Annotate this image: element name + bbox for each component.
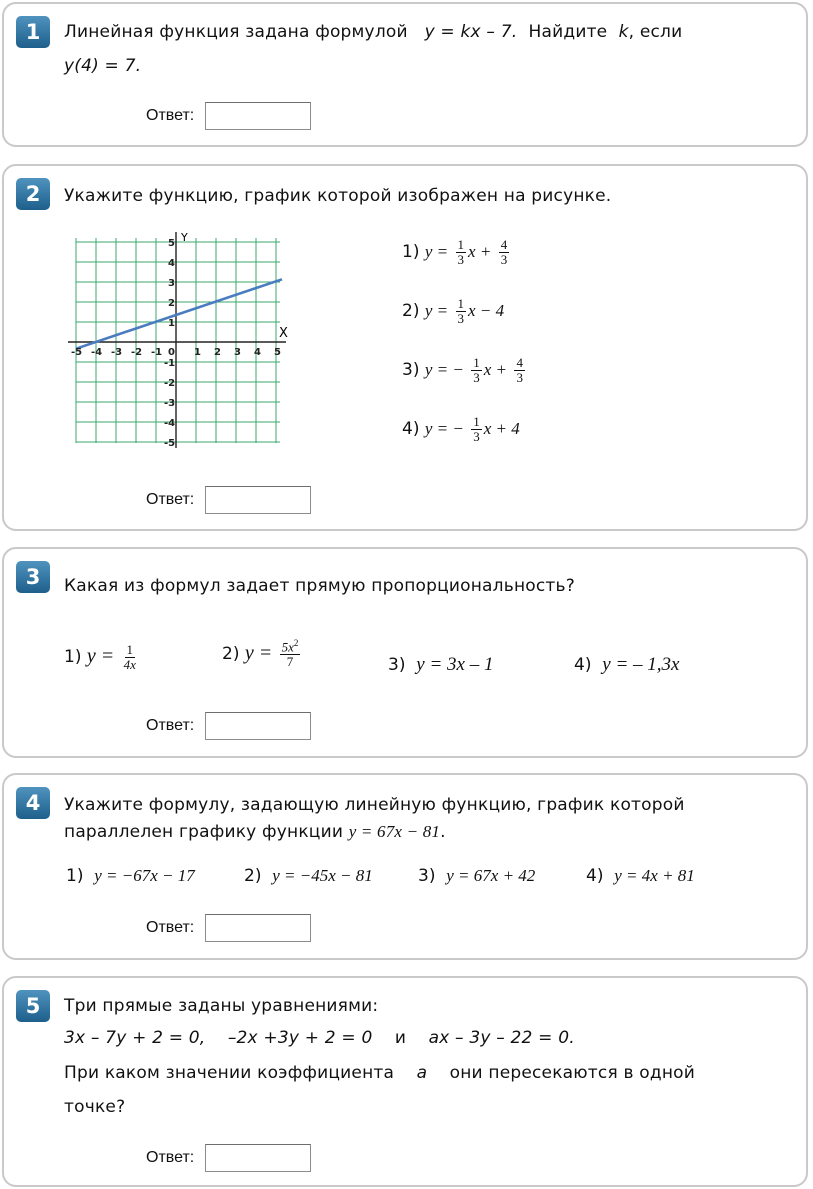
x-tick: 0 [168,347,175,358]
task-3-option-4: 4) y = – 1,3x [574,654,680,675]
task-1-formula: y = kx – 7. [424,22,518,42]
x-tick: 2 [214,347,221,358]
task-4-line-1: Укажите формулу, задающую линейную функцию, график которой [64,795,685,815]
task-card-3 [2,547,808,758]
answer-input-1[interactable] [205,102,311,130]
x-tick: -4 [91,347,103,358]
x-tick: 5 [274,347,281,358]
task-5-line-1: Три прямые заданы уравнениями: [64,996,379,1016]
x-tick: -5 [71,347,83,358]
y-tick: -1 [164,358,176,369]
x-tick: -3 [111,347,123,358]
y-tick: -4 [164,418,176,429]
task-number-badge: 5 [16,990,50,1022]
y-tick: 2 [168,298,175,309]
x-tick: -2 [131,347,143,358]
x-tick: 1 [194,347,201,358]
answer-label: Ответ: [146,919,195,936]
graph-line [76,279,282,348]
task-card-1 [2,2,808,147]
task-4-option-1: 1) y = −67x − 17 [66,866,195,886]
x-tick: 3 [234,347,241,358]
task-number-badge: 1 [16,16,50,48]
task-5-line-4: точке? [64,1097,126,1117]
x-axis-label: X [279,326,288,341]
task-1-line-2: y(4) = 7. [64,56,142,76]
task-4-option-4: 4) y = 4x + 81 [586,866,695,886]
y-axis-label: Y [181,231,188,244]
task-3-option-1: 1) y = $\frac{1}{4x}$ [64,642,136,672]
task-number-badge: 4 [16,787,50,819]
y-tick: -2 [164,378,176,389]
task-number-badge: 3 [16,561,50,593]
graph-grid [76,238,280,443]
y-tick: -3 [164,398,176,409]
task-card-4 [2,773,808,960]
task-card-2 [2,164,808,531]
task-number-badge: 2 [16,178,50,210]
task-4-formula: y = 67x − 81 [348,822,441,841]
y-tick: 4 [168,258,175,269]
answer-label: Ответ: [146,1149,195,1166]
task-2-option-3: 3) y = − $\frac{1}{3}$ x + $\frac{4}{3}$ [402,355,523,385]
task-5-equations: 3x – 7y + 2 = 0, –2x +3y + 2 = 0 и ax – 3y – 22 = 0. [64,1028,575,1048]
answer-input-4[interactable] [205,914,311,942]
task-card-5 [2,976,808,1187]
task-3-option-3: 3) y = 3x – 1 [388,654,494,675]
y-tick: 1 [168,318,175,329]
task-4-line-2: параллелен графику функции y = 67x − 81. [64,822,446,842]
answer-label: Ответ: [146,491,195,508]
answer-label: Ответ: [146,717,195,734]
task-4-option-2: 2) y = −45x − 81 [244,866,373,886]
task-2-question: Укажите функцию, график которой изображен на рисунке. [64,186,612,206]
answer-input-5[interactable] [205,1144,311,1172]
y-tick: 3 [168,278,175,289]
task-1-line-1: Линейная функция задана формулой y = kx – 7. Найдите k, если [64,22,683,42]
task-2-option-1: 1) y = $\frac{1}{3}$ x + $\frac{4}{3}$ [402,237,508,267]
function-graph [62,228,292,453]
x-tick: -1 [151,347,163,358]
y-tick: 5 [168,238,175,249]
x-tick: 4 [254,347,261,358]
task-2-option-4: 4) y = − $\frac{1}{3}$ x + 4 [402,414,520,444]
y-tick: -5 [164,438,176,449]
task-3-question: Какая из формул задает прямую пропорциональность? [64,576,575,596]
task-5-line-3: При каком значении коэффициента a они пересекаются в одной [64,1063,696,1083]
answer-input-3[interactable] [205,712,311,740]
answer-label: Ответ: [146,107,195,124]
answer-input-2[interactable] [205,486,311,514]
task-4-option-3: 3) y = 67x + 42 [418,866,536,886]
task-3-option-2: 2) y = $\frac{5x^2}{7}$ [222,638,299,669]
task-2-option-2: 2) y = $\frac{1}{3}$ x − 4 [402,296,505,326]
